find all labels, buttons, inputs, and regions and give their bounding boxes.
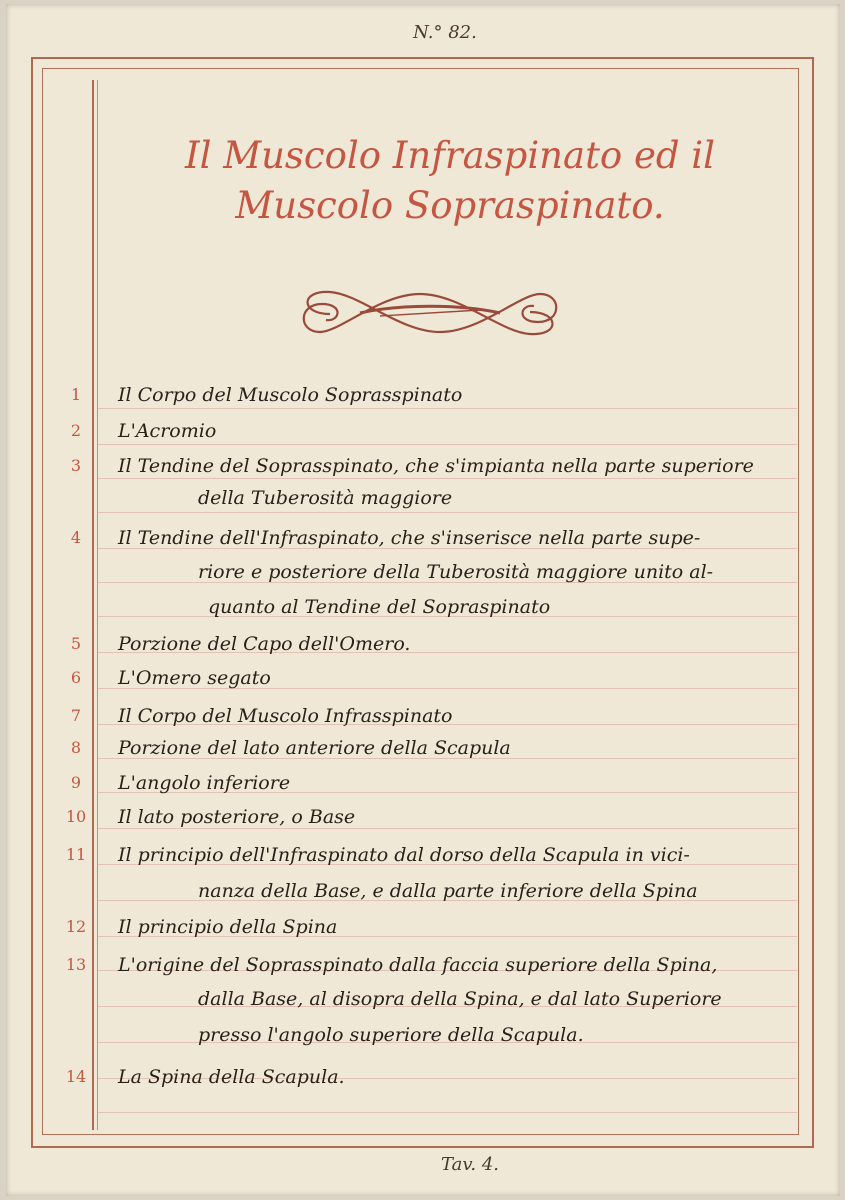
legend-text: dalla Base, al disopra della Spina, e dal lato Superiore	[198, 988, 722, 1010]
legend-item-continuation	[0, 555, 845, 589]
legend-item	[0, 766, 845, 800]
legend-number: 2	[70, 421, 82, 440]
legend-item	[0, 449, 845, 483]
title-line-2: Muscolo Sopraspinato.	[235, 184, 665, 227]
legend-text: nanza della Base, e dalla parte inferiore della Spina	[198, 880, 698, 902]
legend-item-continuation	[0, 874, 845, 908]
legend-item-continuation	[0, 481, 845, 515]
legend-item	[0, 414, 845, 448]
legend-number: 14	[65, 1067, 87, 1086]
legend-text: della Tuberosità maggiore	[198, 487, 453, 509]
legend-text: Il Corpo del Muscolo Infrasspinato	[118, 705, 453, 727]
legend-item	[0, 661, 845, 695]
plate-number: Tav. 4.	[441, 1154, 499, 1175]
legend-item-continuation	[0, 590, 845, 624]
legend-item-continuation	[0, 1018, 845, 1052]
legend-item	[0, 910, 845, 944]
legend-number: 7	[70, 706, 82, 725]
legend-number: 13	[65, 955, 87, 974]
legend-item	[0, 378, 845, 412]
legend-item	[0, 699, 845, 733]
legend-item	[0, 800, 845, 834]
legend-text: quanto al Tendine del Sopraspinato	[208, 596, 551, 618]
legend-text: presso l'angolo superiore della Scapula.	[198, 1024, 584, 1046]
legend-text: L'angolo inferiore	[118, 772, 291, 794]
page-number: N.° 82.	[413, 22, 477, 43]
legend-number: 9	[70, 773, 82, 792]
legend-text: Il principio della Spina	[118, 916, 338, 938]
legend-text: La Spina della Scapula.	[118, 1066, 345, 1088]
legend-number: 5	[70, 634, 82, 653]
legend-number: 6	[70, 668, 82, 687]
legend-text: L'Acromio	[118, 420, 217, 442]
legend-item	[0, 1060, 845, 1094]
legend-text: Il principio dell'Infraspinato dal dorso della Scapula in vici-	[118, 844, 690, 866]
legend-text: Porzione del lato anteriore della Scapula	[118, 737, 511, 759]
legend-item	[0, 731, 845, 765]
legend-text: Il Corpo del Muscolo Soprasspinato	[118, 384, 463, 406]
legend-number: 10	[65, 807, 87, 826]
legend-text: Porzione del Capo dell'Omero.	[118, 633, 411, 655]
legend-number: 12	[65, 917, 87, 936]
title-line-1: Il Muscolo Infraspinato ed il	[185, 134, 715, 177]
legend-number: 4	[70, 528, 82, 547]
legend-text: Il Tendine del Soprasspinato, che s'impianta nella parte superiore	[118, 455, 754, 477]
legend-item	[0, 521, 845, 555]
legend-number: 8	[70, 738, 82, 757]
legend-item	[0, 948, 845, 982]
legend-item	[0, 627, 845, 661]
calligraphic-flourish-ornament	[290, 282, 570, 344]
legend-text: L'origine del Soprasspinato dalla faccia superiore della Spina,	[118, 954, 718, 976]
legend-text: L'Omero segato	[118, 667, 271, 689]
legend-number: 1	[70, 385, 82, 404]
legend-number: 11	[65, 845, 87, 864]
legend-number: 3	[70, 456, 82, 475]
legend-item	[0, 838, 845, 872]
legend-text: Il lato posteriore, o Base	[118, 806, 356, 828]
legend-text: Il Tendine dell'Infraspinato, che s'inserisce nella parte supe-	[118, 527, 701, 549]
legend-text: riore e posteriore della Tuberosità maggiore unito al-	[198, 561, 714, 583]
legend-item-continuation	[0, 982, 845, 1016]
